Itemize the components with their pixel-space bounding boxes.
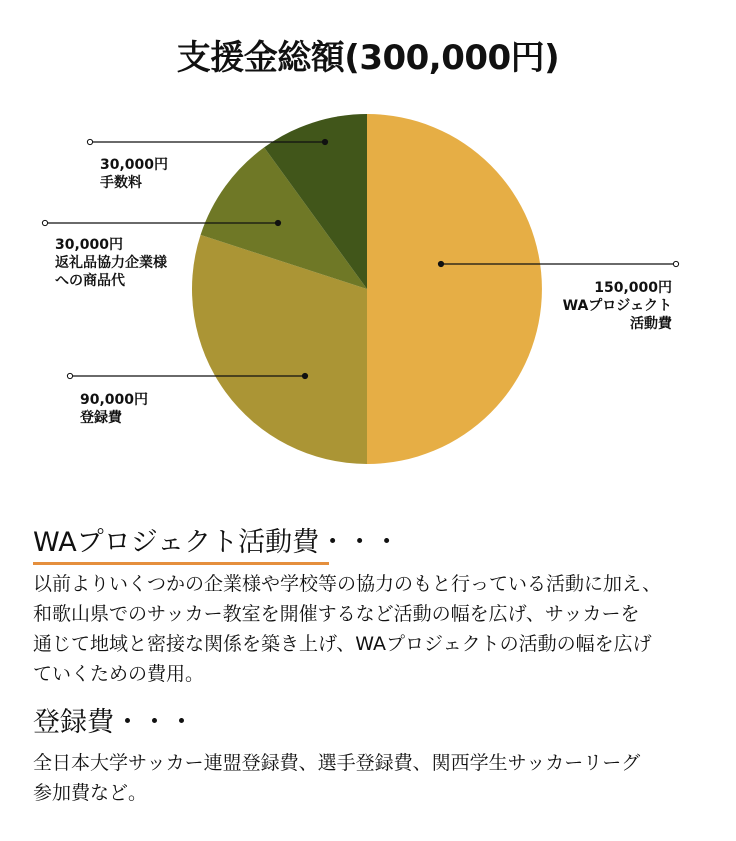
body-line: 参加費など。 [33,782,148,804]
slice-label-0: WAプロジェクト [562,298,672,314]
slice-label-0: 150,000円 [594,280,672,296]
slice-label-1: 90,000円 [80,392,149,408]
callout-end-dot [42,220,47,225]
slice-label-1: 登録費 [80,410,122,426]
slice-label-3: 手数料 [100,175,142,191]
section-heading-wa-project [33,520,400,559]
slice-label-2: 返礼品協力企業様 [55,255,167,271]
slice-label-0: 活動費 [630,316,672,332]
heading-underline [33,562,329,565]
callout-end-dot [67,373,72,378]
body-line: 全日本大学サッカー連盟登録費、選手登録費、関西学生サッカーリーグ [33,752,641,774]
body-line: 通じて地域と密接な関係を築き上げ、WAプロジェクトの活動の幅を広げ [33,633,652,655]
chart-title: 支援金総額(300,000円) [176,38,560,78]
callout-end-dot [87,139,92,144]
callout-anchor-dot [275,220,280,225]
callout-anchor-dot [322,139,327,144]
slice-label-2: への商品代 [55,273,125,289]
callout-end-dot [673,261,678,266]
slice-label-3: 30,000円 [100,157,169,173]
section-heading-registration [33,700,195,739]
section-heading-text: 登録費・・・ [33,707,195,738]
callout-anchor-dot [438,261,443,266]
callout-anchor-dot [302,373,307,378]
body-line: ていくための費用。 [33,663,205,685]
slice-label-2: 30,000円 [55,237,124,253]
section-heading-text: WAプロジェクト活動費・・・ [33,527,401,558]
pie-slice-0 [367,114,542,464]
body-line: 和歌山県でのサッカー教室を開催するなど活動の幅を広げ、サッカーを [33,603,640,625]
section-body-registration [33,748,723,808]
body-line: 以前よりいくつかの企業様や学校等の協力のもと行っている活動に加え、 [33,573,662,595]
section-body-wa-project [33,569,723,689]
